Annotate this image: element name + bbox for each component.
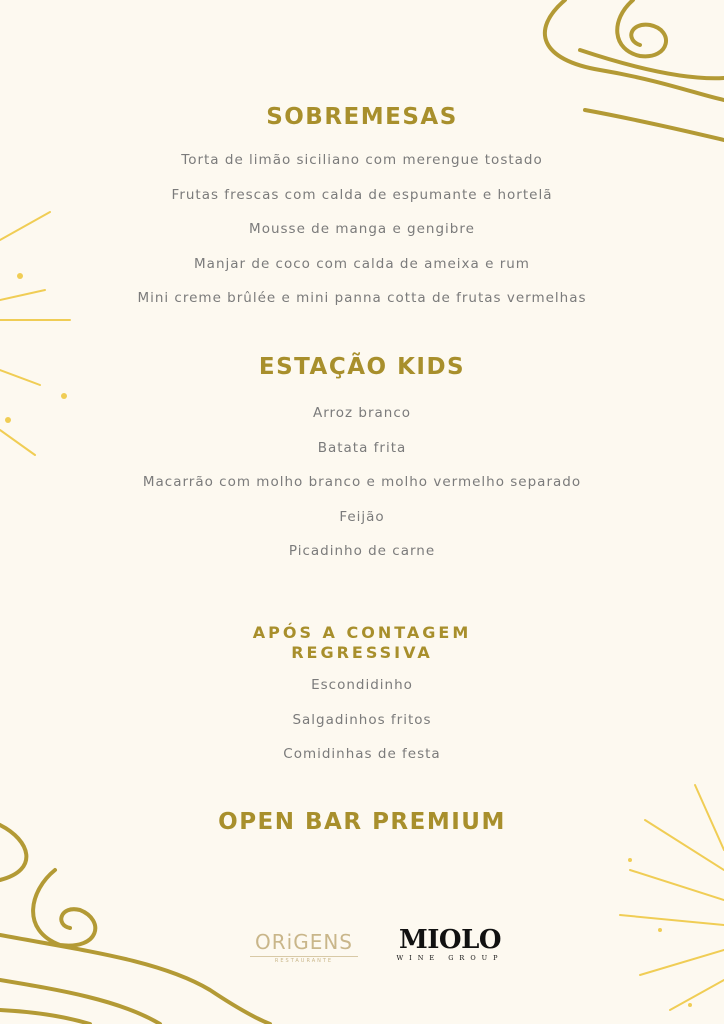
origens-logo <box>250 930 358 964</box>
list-item: Mousse de manga e gengibre <box>249 221 475 238</box>
section-title-apos-contagem <box>0 623 724 663</box>
apos-contagem-list <box>0 675 724 779</box>
sobremesas-list <box>0 150 724 323</box>
list-item: Macarrão com molho branco e molho vermelho separado <box>142 474 582 491</box>
list-item: Arroz branco <box>312 405 412 421</box>
list-item: Frutas frescas com calda de espumante e hortelã <box>171 186 553 203</box>
list-item: Torta de limão siciliano com merengue tostado <box>181 152 543 168</box>
list-item: Mini creme brûlée e mini panna cotta de frutas vermelhas <box>137 290 587 307</box>
list-item: Manjar de coco com calda de ameixa e rum <box>194 255 530 272</box>
origens-logo-name: ORiGENS <box>255 930 353 954</box>
list-item: Feijão <box>339 508 385 525</box>
title-line: APÓS A CONTAGEM <box>252 623 472 642</box>
list-item: Batata frita <box>317 439 407 456</box>
list-item: Salgadinhos fritos <box>292 711 432 728</box>
list-item: Comidinhas de festa <box>283 746 441 763</box>
miolo-logo-sub: WINE GROUP <box>396 954 504 962</box>
miolo-logo <box>390 926 510 962</box>
section-title-open-bar: OPEN BAR PREMIUM <box>218 809 506 835</box>
miolo-logo-name: MIOLO <box>398 925 502 955</box>
title-line: REGRESSIVA <box>291 643 433 662</box>
kids-list <box>0 403 724 576</box>
origens-logo-sub: RESTAURANTE <box>250 956 358 964</box>
section-title-estacao-kids: ESTAÇÃO KIDS <box>258 354 466 380</box>
list-item: Picadinho de carne <box>288 543 436 560</box>
list-item: Escondidinho <box>311 677 413 693</box>
section-title-sobremesas: SOBREMESAS <box>266 104 458 130</box>
